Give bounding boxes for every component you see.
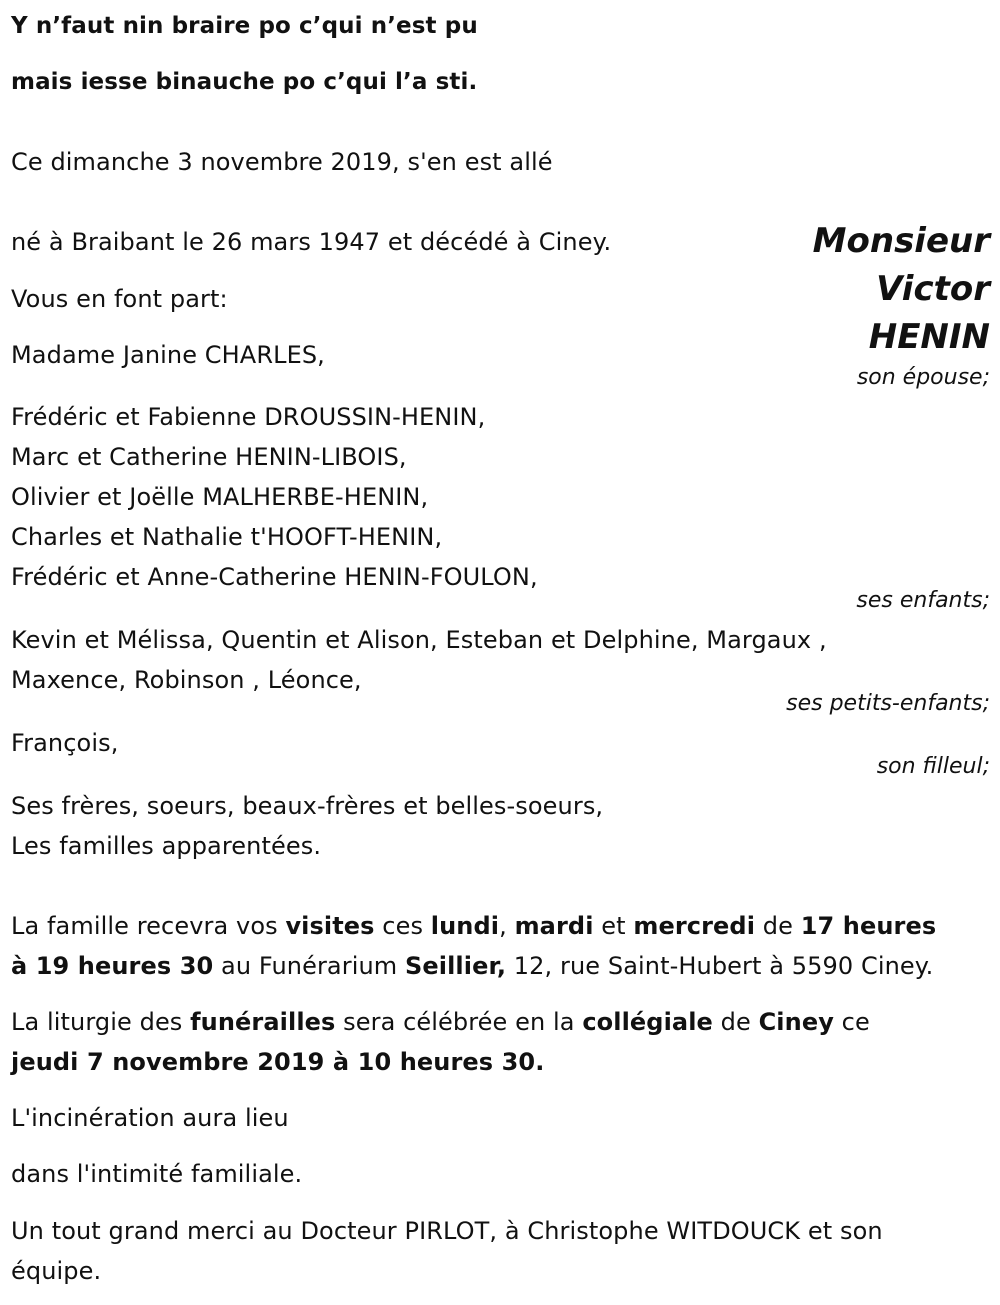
- visits-text: ces: [374, 912, 431, 940]
- funeral-home-name: Seillier,: [405, 952, 507, 980]
- visits-monday: lundi: [430, 912, 500, 940]
- visits-line-2: [11, 951, 933, 981]
- funeral-text: ce: [833, 1008, 870, 1036]
- visits-wednesday: mercredi: [633, 912, 756, 940]
- visits-text: ,: [499, 912, 515, 940]
- funeral-text: La liturgie des: [11, 1008, 191, 1036]
- intro-text: Ce dimanche 3 novembre 2019, s'en est allé: [11, 148, 553, 176]
- funeral-church: collégiale: [582, 1008, 713, 1036]
- child-line: Frédéric et Fabienne DROUSSIN-HENIN,: [11, 403, 486, 431]
- cremation-line-1: L'incinération aura lieu: [11, 1104, 289, 1132]
- visits-text: La famille recevra vos: [11, 912, 286, 940]
- family-line-2: Les familles apparentées.: [11, 832, 322, 860]
- funeral-text: sera célébrée en la: [335, 1008, 583, 1036]
- child-line: Olivier et Joëlle MALHERBE-HENIN,: [11, 483, 429, 511]
- visits-address: 12, rue Saint-Hubert à 5590 Ciney.: [506, 952, 934, 980]
- funeral-date: jeudi 7 novembre 2019 à 10 heures 30.: [11, 1048, 545, 1076]
- deceased-first-name: Victor: [876, 269, 990, 309]
- funeral-word: funérailles: [190, 1008, 336, 1036]
- visits-tuesday: mardi: [514, 912, 594, 940]
- spouse-name: Madame Janine CHARLES,: [11, 341, 325, 369]
- funeral-text: de: [712, 1008, 759, 1036]
- family-line-1: Ses frères, soeurs, beaux-frères et belles-soeurs,: [11, 792, 604, 820]
- visits-text: au Funérarium: [213, 952, 405, 980]
- child-line: Marc et Catherine HENIN-LIBOIS,: [11, 443, 407, 471]
- funeral-line-2: [11, 1047, 544, 1077]
- thanks-line-2: équipe.: [11, 1257, 102, 1285]
- visits-text: de: [755, 912, 801, 940]
- grandchildren-line: Maxence, Robinson , Léonce,: [11, 666, 362, 694]
- cremation-line-2: dans l'intimité familiale.: [11, 1160, 303, 1188]
- visits-line-1: [11, 911, 936, 941]
- announce-text: Vous en font part:: [11, 285, 228, 313]
- deceased-civility: Monsieur: [812, 221, 990, 261]
- deceased-last-name: HENIN: [868, 317, 990, 357]
- birth-death-text: né à Braibant le 26 mars 1947 et décédé à Ciney.: [11, 228, 612, 256]
- grandchildren-line: Kevin et Mélissa, Quentin et Alison, Esteban et Delphine, Margaux ,: [11, 626, 827, 654]
- visits-text: et: [593, 912, 634, 940]
- godson-name: François,: [11, 729, 119, 757]
- motto-line-2: mais iesse binauche po c’qui l’a sti.: [11, 69, 478, 95]
- motto-line-1: Y n’faut nin braire po c’qui n’est pu: [11, 13, 478, 39]
- child-line: Frédéric et Anne-Catherine HENIN-FOULON,: [11, 563, 538, 591]
- godson-relation: son filleul;: [876, 754, 990, 779]
- thanks-line-1: Un tout grand merci au Docteur PIRLOT, à Christophe WITDOUCK et son: [11, 1217, 883, 1245]
- funeral-city: Ciney: [758, 1008, 834, 1036]
- children-relation: ses enfants;: [856, 588, 990, 613]
- visits-end-time: à 19 heures 30: [11, 952, 214, 980]
- child-line: Charles et Nathalie t'HOOFT-HENIN,: [11, 523, 443, 551]
- visits-start-time: 17 heures: [800, 912, 937, 940]
- grandchildren-relation: ses petits-enfants;: [786, 691, 990, 716]
- funeral-line-1: [11, 1007, 870, 1037]
- visits-word: visites: [285, 912, 375, 940]
- spouse-relation: son épouse;: [856, 365, 990, 390]
